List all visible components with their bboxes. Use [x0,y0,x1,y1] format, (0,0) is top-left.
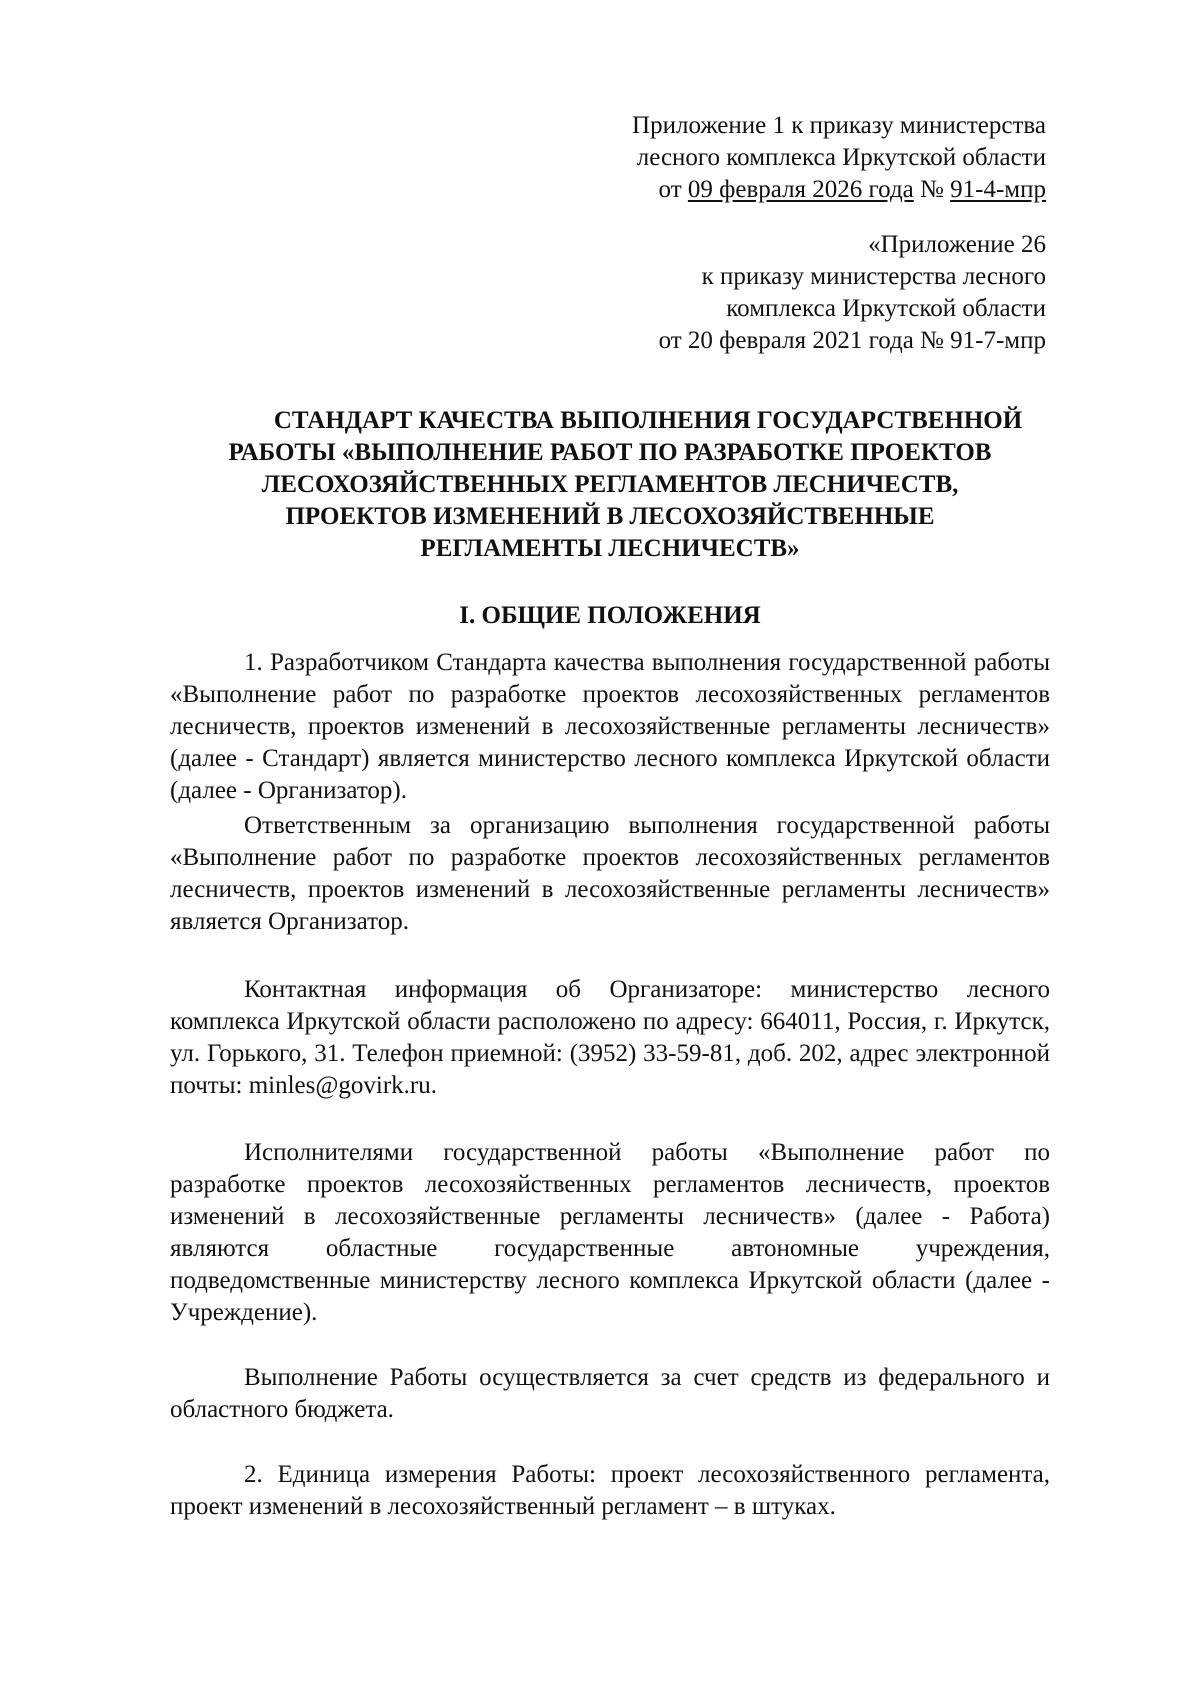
appendix-1-date-prefix: от [658,176,688,203]
paragraph-4: Исполнителями государственной работы «Выполнение работ по разработке проектов лесохозяйственных регламентов лесничеств, проектов изменений в лесохозяйственные регламенты лесничеств» (далее - Работа) являются областные государственные автономные учреждения, подведомственные министерству лесного комплекса Иркутской области (далее - Учреждение). [170,1139,1050,1326]
appendix-1-date: 09 февраля 2026 года [687,176,914,203]
paragraph-1: 1. Разработчиком Стандарта качества выполнения государственной работы «Выполнение работ по разработке проектов лесохозяйственных регламентов лесничеств, проектов изменений в лесохозяйственные регламенты лесничеств» (далее - Стандарт) является министерство лесного комплекса Иркутской области (далее - Организатор). [170,649,1050,804]
appendix-26-line-4: от 20 февраля 2021 года № 91-7-мпр [658,327,1046,354]
appendix-1-line-2: лесного комплекса Иркутской области [636,144,1046,171]
appendix-1-line-3 [632,174,1046,206]
appendix-26-line-1: «Приложение 26 [868,231,1046,258]
appendix-26-line-3: комплекса Иркутской области [726,295,1046,322]
title-line-2: РАБОТЫ «ВЫПОЛНЕНИЕ РАБОТ ПО РАЗРАБОТКЕ ПРОЕКТОВ [228,439,992,466]
appendix-26-header [659,229,1046,357]
paragraph-6: 2. Единица измерения Работы: проект лесохозяйственного регламента, проект изменений в лесохозяйственный регламент – в штуках. [170,1461,1050,1520]
appendix-1-number-prefix: № [913,176,951,203]
paragraph-2: Ответственным за организацию выполнения государственной работы «Выполнение работ по разработке проектов лесохозяйственных регламентов лесничеств, проектов изменений в лесохозяйственные регламенты лесничеств» является Организатор. [170,812,1050,935]
appendix-1-line-1: Приложение 1 к приказу министерства [632,112,1046,139]
title-line-5: РЕГЛАМЕНТЫ ЛЕСНИЧЕСТВ» [420,535,800,562]
paragraph-5: Выполнение Работы осуществляется за счет средств из федерального и областного бюджета. [170,1364,1050,1423]
title-line-3: ЛЕСОХОЗЯЙСТВЕННЫХ РЕГЛАМЕНТОВ ЛЕСНИЧЕСТВ, [261,471,959,498]
title-line-4: ПРОЕКТОВ ИЗМЕНЕНИЙ В ЛЕСОХОЗЯЙСТВЕННЫЕ [285,503,935,530]
section-heading: I. ОБЩИЕ ПОЛОЖЕНИЯ [459,602,761,629]
appendix-1-number: 91-4-мпр [950,176,1046,203]
paragraph-3: Контактная информация об Организаторе: министерство лесного комплекса Иркутской области расположено по адресу: 664011, Россия, г. Иркутск, ул. Горького, 31. Телефон приемной: (3952) 33-59-81, доб. 202, адрес электронной почты: minles@govirk.ru. [170,976,1050,1099]
title-line-1: СТАНДАРТ КАЧЕСТВА ВЫПОЛНЕНИЯ ГОСУДАРСТВЕННОЙ [273,407,1023,434]
appendix-1-header [632,110,1046,206]
document-title [170,405,1050,565]
appendix-26-line-2: к приказу министерства лесного [701,263,1046,290]
